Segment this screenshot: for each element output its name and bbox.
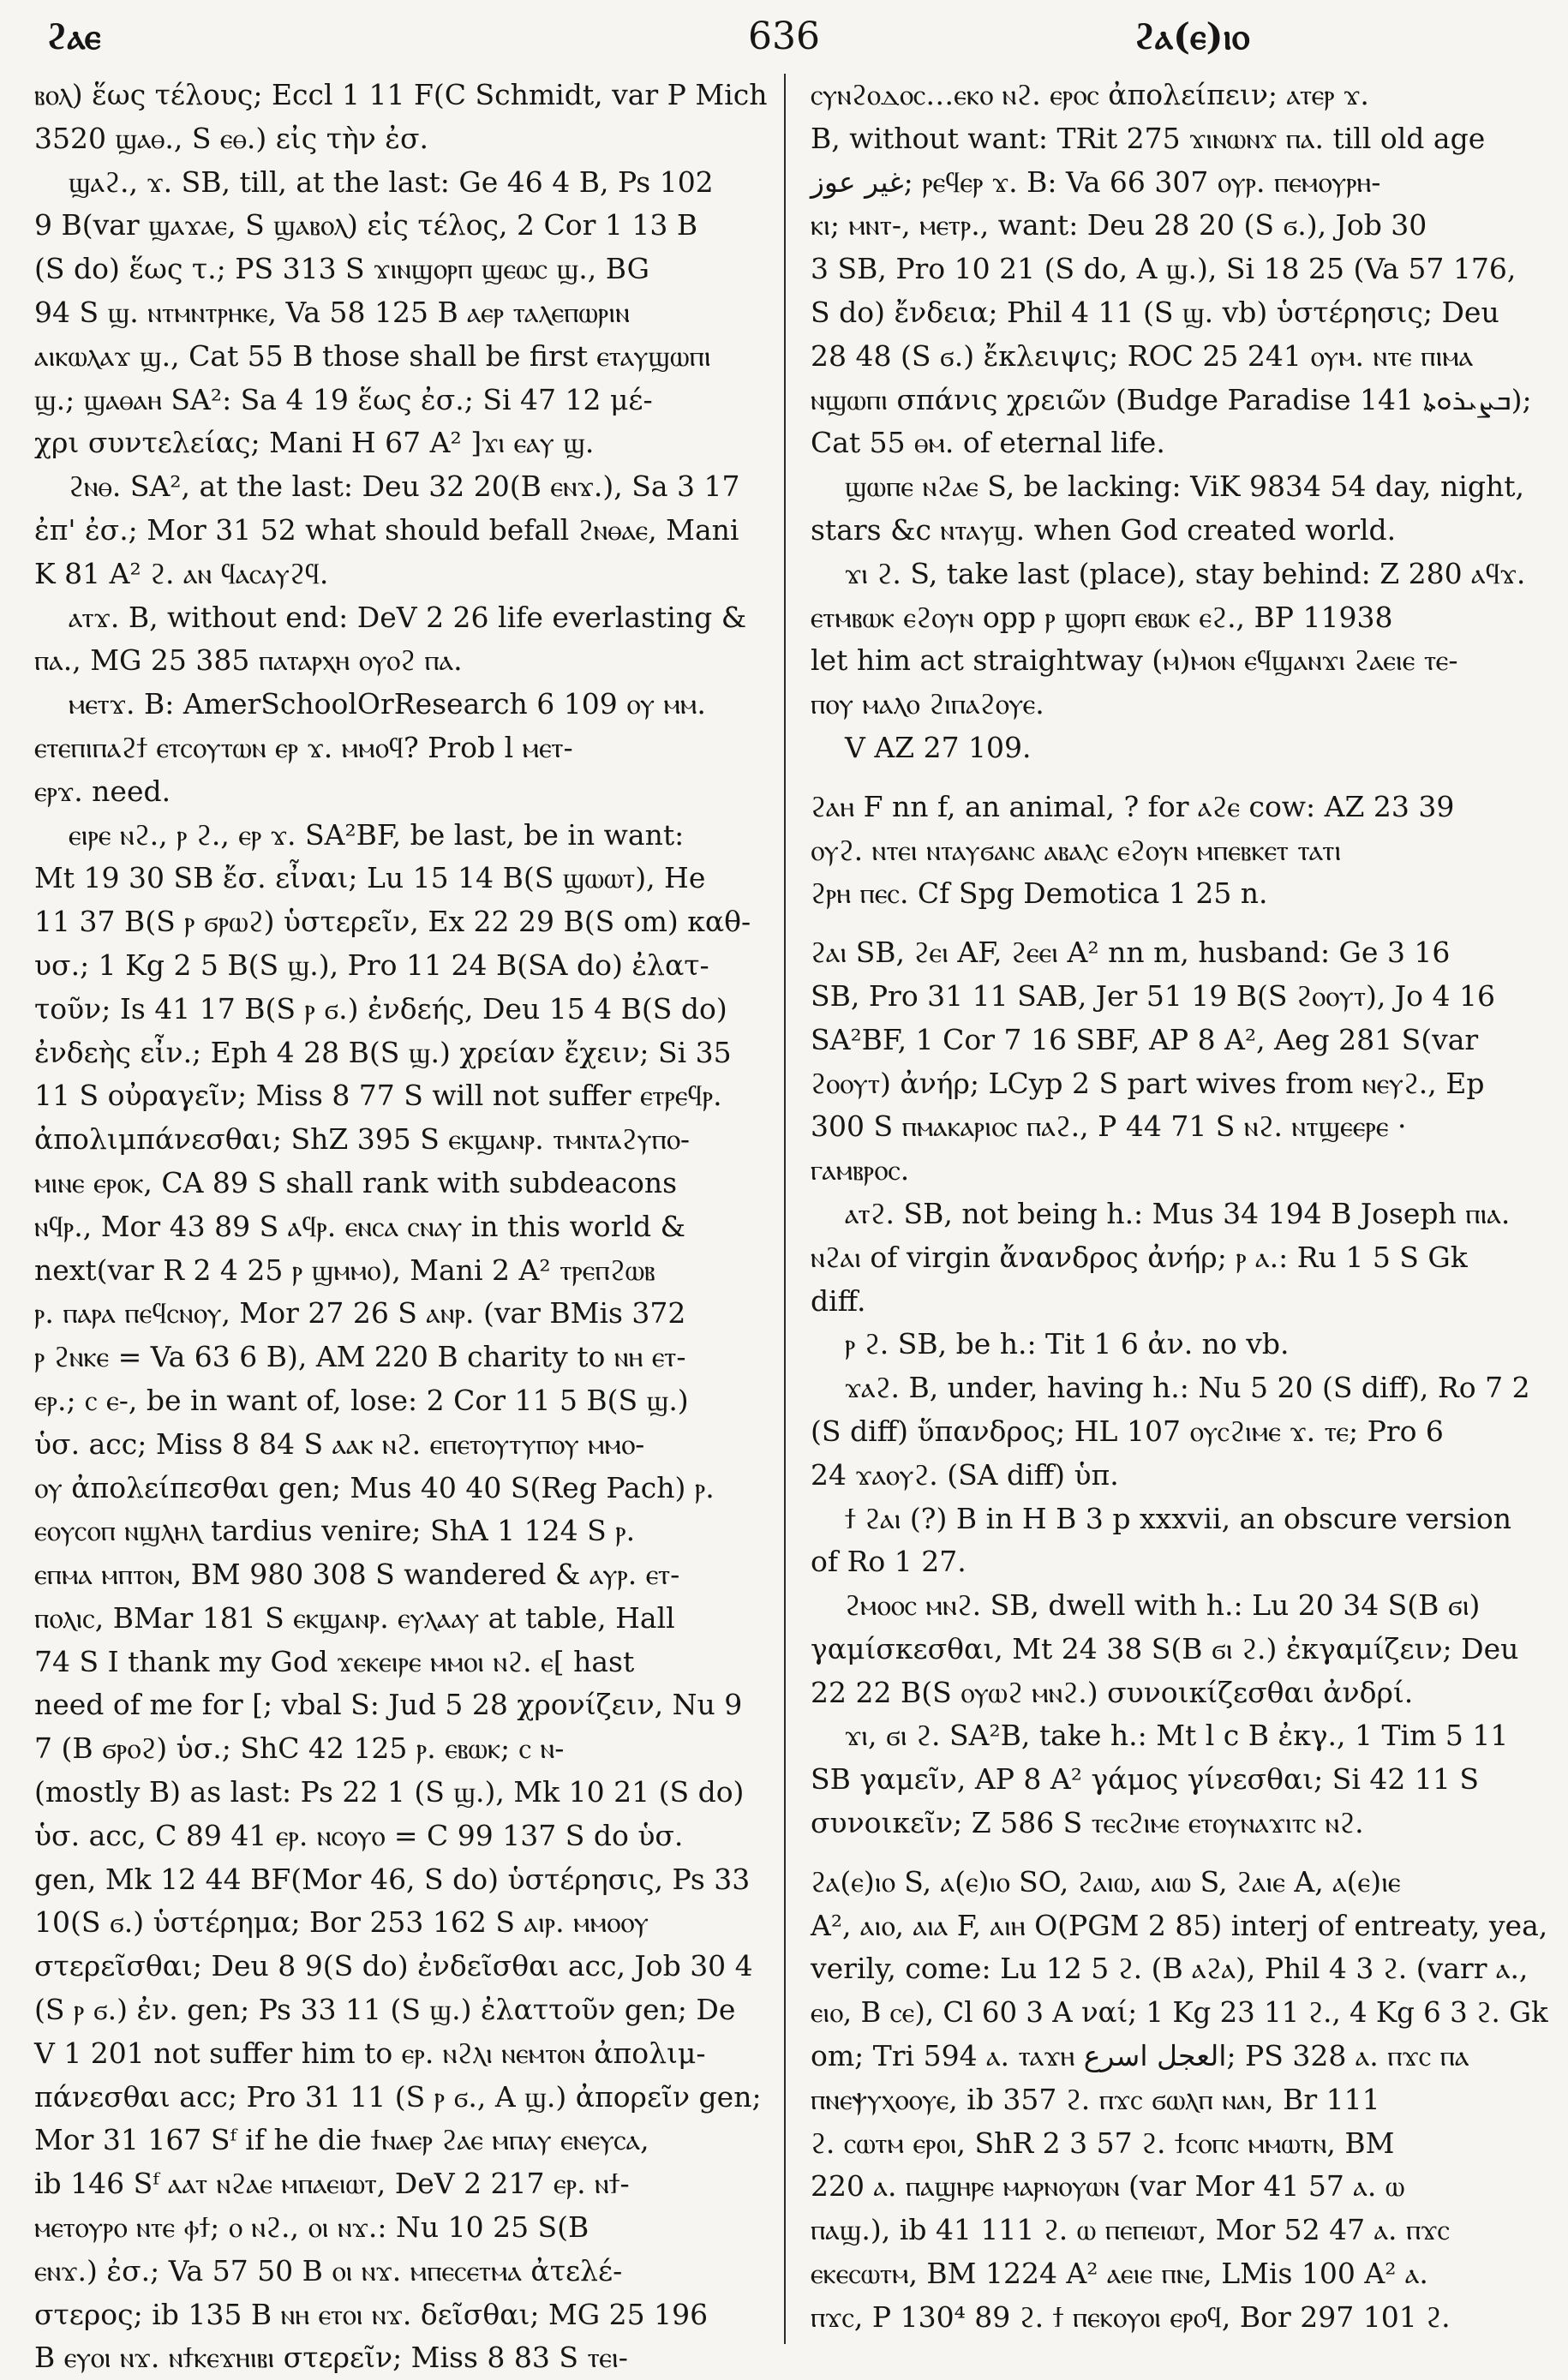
entry-line: (S ⲣ ϭ.) ἐν. gen; Ps 33 11 (S ϣ.) ἐλαττοῦν gen; De (34, 1993, 736, 2027)
entry-line: ⲉⲣ.; ⲥ ⲉ-, be in want of, lose: 2 Cor 11 5 B(S ϣ.) (34, 1383, 689, 1417)
entry-line: ϫⲓ, ϭⲓ ϩ. SA²B, take h.: Mt l c B ἐκγ., 1 Tim 5 11 (845, 1719, 1509, 1753)
entry-line: ⲟⲩ ἀπολείπεσθαι gen; Mus 40 40 S(Reg Pach) ⲣ. (34, 1470, 715, 1504)
entry-line: ϩⲙⲟⲟⲥ ⲙⲛϩ. SB, dwell with h.: Lu 20 34 S(B ϭⲓ) (845, 1588, 1481, 1623)
entry-line: A², ⲁⲓⲟ, ⲁⲓⲁ F, ⲁⲓⲏ O(PGM 2 85) interj of entreaty, yea, (811, 1908, 1548, 1942)
entry-line: SB γαμεῖν, AP 8 A² γάμος γίνεσθαι; Si 42 11 S (811, 1762, 1479, 1797)
entry-line: χρι συντελείας; Mani H 67 A² ]ϫⲓ ⲉⲁⲩ ϣ. (34, 426, 595, 460)
entry-line: gen, Mk 12 44 BF(Mor 46, S do) ὑστέρησις, Ps 33 (34, 1862, 751, 1896)
entry-line: (S diff) ὕπανδρος; HL 107 ⲟⲩⲥϩⲓⲙⲉ ϫ. ⲧⲉ; Pro 6 (811, 1414, 1444, 1448)
entry-line: S do) ἔνδεια; Phil 4 11 (S ϣ. vb) ὑστέρησις; Deu (811, 295, 1499, 329)
entry-line: ⲅⲁⲙⲃⲣⲟⲥ. (811, 1153, 910, 1187)
entry-line: ϩⲁⲏ F nn f, an animal, ? for ⲁϩⲉ cow: AZ 23 39 (811, 789, 1455, 823)
entry-line: ⲃⲟⲗ) ἕως τέλους; Eccl 1 11 F(C Schmidt, var P Mich (34, 78, 768, 111)
entry-line: ib 146 Sᶠ ⲁⲁⲧ ⲛϩⲁⲉ ⲙⲡⲁⲉⲓⲱⲧ, DeV 2 217 ⲉⲣ. ⲛϯ- (34, 2167, 630, 2201)
entry-line: ⲛϩⲁⲓ of virgin ἄνανδρος ἀνήρ; ⲣ ⲁ.: Ru 1 5 S Gk (811, 1240, 1468, 1274)
entry-line: B ⲉⲩⲟⲓ ⲛϫ. ⲛϯⲕⲉϫⲏⲓⲃⲓ στερεῖν; Miss 8 83 S ⲧⲉⲓ- (34, 2341, 628, 2375)
entry-line: 22 22 B(S ⲟⲩⲱϩ ⲙⲛϩ.) συνοικίζεσθαι ἀνδρί. (811, 1675, 1414, 1709)
entry-line: V AZ 27 109. (845, 730, 1032, 764)
entry-line: ⲁⲧϫ. B, without end: DeV 2 26 life everlasting & (69, 600, 747, 634)
entry-line: υσ.; 1 Kg 2 5 B(S ϣ.), Pro 11 24 B(SA do) ἐλατ- (34, 948, 709, 982)
entry-line: ⲉⲕⲉⲥⲱⲧⲙ, BM 1224 A² ⲁⲉⲓⲉ ⲡⲛⲉ, LMis 100 A² ⲁ. (811, 2257, 1428, 2291)
entry-line: 9 B(var ϣⲁϫⲁⲉ, S ϣⲁⲃⲟⲗ) εἰς τέλος, 2 Cor 1 13 B (34, 208, 698, 242)
entry-line: ϫⲓ ϩ. S, take last (place), stay behind: Z 280 ⲁϥϫ. (845, 556, 1526, 590)
entry-line: غير عوز; ⲣⲉϥⲉⲣ ϫ. B: Va 66 307 ⲟⲩⲣ. ⲡⲉⲙⲟⲩⲣⲏ- (811, 164, 1381, 199)
entry-line: ϣⲱⲡⲉ ⲛϩⲁⲉ S, be lacking: ViK 9834 54 day, night, (845, 469, 1524, 504)
entry-line: γαμίσκεσθαι, Mt 24 38 S(B ϭⲓ ϩ.) ἐκγαμίζειν; Deu (811, 1631, 1519, 1665)
entry-line: ⲡⲟⲗⲓⲥ, BMar 181 S ⲉⲕϣⲁⲛⲣ. ⲉⲩⲗⲁⲁⲩ at table, Hall (34, 1600, 675, 1635)
entry-line: 3520 ϣⲁⲑ., S ⲉⲑ.) εἰς τὴν ἐσ. (34, 121, 428, 155)
entry-line: ⲉⲣϫ. need. (34, 774, 171, 808)
entry-line: 220 ⲁ. ⲡⲁϣⲏⲣⲉ ⲙⲁⲣⲛⲟⲩⲱⲛ (var Mor 41 57 ⲁ. ⲱ (811, 2169, 1405, 2204)
entry-line: ⲁⲧϩ. SB, not being h.: Mus 34 194 B Joseph ⲡⲓⲁ. (845, 1196, 1511, 1230)
entry-line: στερος; ib 135 B ⲛⲏ ⲉⲧⲟⲓ ⲛϫ. δεῖσθαι; MG 25 196 (34, 2297, 709, 2331)
entry-line: ϩⲁⲓ SB, ϩⲉⲓ AF, ϩⲉⲉⲓ A² nn m, husband: Ge 3 16 (811, 936, 1451, 970)
column-divider (784, 74, 786, 2344)
entry-line: (mostly B) as last: Ps 22 1 (S ϣ.), Mk 10 21 (S do) (34, 1775, 745, 1809)
entry-line: ἀπολιμπάνεσθαι; ShZ 395 S ⲉⲕϣⲁⲛⲣ. ⲧⲙⲛⲧⲁϩⲩⲡⲟ- (34, 1122, 691, 1157)
entry-line: 300 S ⲡⲙⲁⲕⲁⲣⲓⲟⲥ ⲡⲁϩ., P 44 71 S ⲛϩ. ⲛⲧϣⲉⲉⲣⲉ · (811, 1109, 1407, 1144)
entry-line: συνοικεῖν; Z 586 S ⲧⲉⲥϩⲓⲙⲉ ⲉⲧⲟⲩⲛⲁϫⲓⲧⲥ ⲛϩ. (811, 1806, 1364, 1840)
entry-line: ϩ. ⲥⲱⲧⲙ ⲉⲣⲟⲓ, ShR 2 3 57 ϩ. ϯⲥⲟⲡⲥ ⲙⲙⲱⲧⲛ, BM (811, 2126, 1395, 2160)
entry-line: ϣⲁϩ., ϫ. SB, till, at the last: Ge 46 4 B, Ps 102 (69, 164, 714, 199)
entry-line: Mt 19 30 SB ἔσ. εἶναι; Lu 15 14 B(S ϣⲱⲱⲧ), He (34, 861, 706, 895)
entry-line: ὑσ. acc, C 89 41 ⲉⲣ. ⲛⲥⲟⲩⲟ = C 99 137 S do ὑσ. (34, 1818, 684, 1852)
entry-line: of Ro 1 27. (811, 1545, 967, 1579)
entry-line: 24 ϫⲁⲟⲩϩ. (SA diff) ὑπ. (811, 1457, 1119, 1492)
entry-line: ⲡⲁϣ.), ib 41 111 ϩ. ⲱ ⲡⲉⲡⲉⲓⲱⲧ, Mor 52 47 ⲁ. ⲡϫⲥ (811, 2213, 1450, 2247)
entry-line: ⲕⲓ; ⲙⲛⲧ-, ⲙⲉⲧⲣ., want: Deu 28 20 (S ϭ.), Job 30 (811, 208, 1427, 242)
entry-line: ⲟⲩϩ. ⲛⲧⲉⲓ ⲛⲧⲁⲩϭⲁⲛⲥ ⲁⲃⲁⲗⲥ ⲉϩⲟⲩⲛ ⲙⲡⲉⲃⲕⲉⲧ ⲧⲁⲧⲓ (811, 833, 1342, 867)
entry-line: 10(S ϭ.) ὑστέρημα; Bor 253 162 S ⲁⲓⲣ. ⲙⲙⲟⲟⲩ (34, 1905, 649, 1940)
entry-line: ⲁⲓⲕⲱⲗⲁϫ ϣ., Cat 55 B those shall be first ⲉⲧⲁⲩϣⲱⲡⲓ (34, 338, 711, 373)
entry-line: ⲙⲉⲧⲟⲩⲣⲟ ⲛⲧⲉ ⲫϯ; ⲟ ⲛϩ., ⲟⲓ ⲛϫ.: Nu 10 25 S(B (34, 2210, 589, 2245)
entry-line: ⲉⲓⲣⲉ ⲛϩ., ⲣ ϩ., ⲉⲣ ϫ. SA²BF, be last, be in want: (69, 817, 685, 852)
entry-line: ϩⲛⲑ. SA², at the last: Deu 32 20(B ⲉⲛϫ.), Sa 3 17 (69, 469, 740, 504)
entry-line: 94 S ϣ. ⲛⲧⲙⲛⲧⲣⲏⲕⲉ, Va 58 125 B ⲁⲉⲣ ⲧⲁⲗⲉⲡⲱⲣⲓⲛ (34, 295, 630, 329)
entry-line: ⲉⲛϫ.) ἐσ.; Va 57 50 B ⲟⲓ ⲛϫ. ⲙⲡⲉⲥⲉⲧⲙⲁ ἀτελέ- (34, 2253, 623, 2287)
entry-line: ⲡϫⲥ, P 130⁴ 89 ϩ. ϯ ⲡⲉⲕⲟⲩⲟⲓ ⲉⲣⲟϥ, Bor 297 101 ϩ. (811, 2299, 1451, 2334)
entry-line: ⲣ ϩⲛⲕⲉ = Va 63 6 B), AM 220 B charity to ⲛⲏ ⲉⲧ- (34, 1340, 686, 1374)
entry-line: ϫⲁϩ. B, under, having h.: Nu 5 20 (S diff), Ro 7 2 (845, 1371, 1530, 1405)
entry-line: ⲣ ϩ. SB, be h.: Tit 1 6 ἀν. no vb. (845, 1327, 1290, 1361)
entry-line: ⲉⲓⲟ, B ⲥⲉ), Cl 60 3 A ναί; 1 Kg 23 11 ϩ., 4 Kg 6 3 ϩ. Gk (811, 1996, 1548, 2030)
entry-line: Mor 31 167 Sᶠ if he die ϯⲛⲁⲉⲣ ϩⲁⲉ ⲙⲡⲁⲩ ⲉⲛⲉⲩⲥⲁ, (34, 2123, 649, 2157)
entry-line: τοῦν; Is 41 17 B(S ⲣ ϭ.) ἐνδεής, Deu 15 4 B(S do) (34, 991, 727, 1026)
entry-line: ⲡⲁ., MG 25 385 ⲡⲁⲧⲁⲣⲭⲏ ⲟⲩⲟϩ ⲡⲁ. (34, 643, 463, 678)
entry-line: need of me for [; vbal S: Jud 5 28 χρονίζειν, Nu 9 (34, 1688, 743, 1722)
entry-line: ϯ ϩⲁⲓ (?) B in H B 3 p xxxvii, an obscure version (845, 1501, 1511, 1535)
entry-line: ⲣ. ⲡⲁⲣⲁ ⲡⲉϥⲥⲛⲟⲩ, Mor 27 26 S ⲁⲛⲣ. (var BMis 372 (34, 1296, 686, 1331)
entry-line: ⲥⲩⲛϩⲟⲇⲟⲥ…ⲉⲕⲟ ⲛϩ. ⲉⲣⲟⲥ ἀπολείπειν; ⲁⲧⲉⲣ ϫ. (811, 78, 1369, 111)
entry-line: ὑσ. acc; Miss 8 84 S ⲁⲁⲕ ⲛϩ. ⲉⲡⲉⲧⲟⲩⲧⲩⲡⲟⲩ ⲙⲙⲟ- (34, 1426, 645, 1461)
entry-line: ϩⲣⲏ ⲡⲉⲥ. Cf Spg Demotica 1 25 n. (811, 876, 1268, 911)
entry-line: ϩⲟⲟⲩⲧ) ἀνήρ; LCyp 2 S part wives from ⲛⲉⲩϩ., Ep (811, 1066, 1485, 1100)
entry-line: let him act straightway (ⲙ)ⲙⲟⲛ ⲉϥϣⲁⲛϫⲓ ϩⲁⲉⲓⲉ ⲧⲉ- (811, 643, 1458, 678)
entry-line: next(var R 2 4 25 ⲣ ϣⲙⲙⲟ), Mani 2 A² ⲧⲣⲉⲡϩⲱⲃ (34, 1253, 655, 1287)
entry-line: SA²BF, 1 Cor 7 16 SBF, AP 8 A², Aeg 281 S(var (811, 1022, 1479, 1056)
entry-line: ἐνδεὴς εἶν.; Eph 4 28 B(S ϣ.) χρείαν ἔχειν; Si 35 (34, 1035, 732, 1069)
entry-line: πάνεσθαι acc; Pro 31 11 (S ⲣ ϭ., A ϣ.) ἀπορεῖν gen; (34, 2079, 762, 2114)
entry-line: Cat 55 ⲑⲙ. of eternal life. (811, 426, 1165, 460)
entry-line: 74 S I thank my God ϫⲉⲕⲉⲓⲣⲉ ⲙⲙⲟⲓ ⲛϩ. ⲉ[ hast (34, 1644, 635, 1678)
entry-line: ⲡⲛⲉⲯⲩⲭⲟⲟⲩⲉ, ib 357 ϩ. ⲡϫⲥ ϭⲱⲗⲡ ⲛⲁⲛ, Br 111 (811, 2082, 1380, 2116)
entry-line: diff. (811, 1283, 866, 1318)
entry-line: ϩⲁ(ⲉ)ⲓⲟ S, ⲁ(ⲉ)ⲓⲟ SO, ϩⲁⲓⲱ, ⲁⲓⲱ S, ϩⲁⲓⲉ A, ⲁ(ⲉ)ⲓⲉ (811, 1864, 1401, 1899)
entry-line: K 81 A² ϩ. ⲁⲛ ϥⲁⲥⲁⲩϩϥ. (34, 556, 329, 590)
entry-line: ⲉⲧⲙⲃⲱⲕ ⲉϩⲟⲩⲛ opp ⲣ ϣⲟⲣⲡ ⲉⲃⲱⲕ ⲉϩ., BP 11938 (811, 600, 1393, 634)
entry-line: (S do) ἕως τ.; PS 313 S ϫⲓⲛϣⲟⲣⲡ ϣⲉⲱⲥ ϣ., BG (34, 252, 649, 286)
entry-line: ⲉⲡⲙⲁ ⲙⲡⲧⲟⲛ, BM 980 308 S wandered & ⲁⲩⲣ. ⲉⲧ- (34, 1558, 680, 1592)
right-column (811, 74, 1549, 2344)
entry-line: ἐπ' ἐσ.; Mor 31 52 what should befall ϩⲛⲑⲁⲉ, Mani (34, 512, 739, 547)
entry-line: ⲙⲓⲛⲉ ⲉⲣⲟⲕ, CA 89 S shall rank with subdeacons (34, 1165, 678, 1199)
entry-line: ⲉⲧⲉⲡⲓⲡⲁϩϯ ⲉⲧⲥⲟⲩⲧⲱⲛ ⲉⲣ ϫ. ⲙⲙⲟϥ? Prob l ⲙⲉⲧ- (34, 730, 573, 764)
entry-line: ⲉⲟⲩⲥⲟⲡ ⲛϣⲗⲏⲗ tardius venire; ShA 1 124 S ⲣ. (34, 1514, 636, 1548)
entry-line: 11 S οὐραγεῖν; Miss 8 77 S will not suffer ⲉⲧⲣⲉϥⲣ. (34, 1079, 722, 1113)
running-head-left: ϩⲁⲉ (46, 15, 101, 57)
entry-line: 7 (B ϭⲣⲟϩ) ὑσ.; ShC 42 125 ⲣ. ⲉⲃⲱⲕ; ⲥ ⲛ- (34, 1731, 565, 1766)
entry-line: 3 SB, Pro 10 21 (S do, A ϣ.), Si 18 25 (Va 57 176, (811, 252, 1517, 286)
entry-line: verily, come: Lu 12 5 ϩ. (B ⲁϩⲁ), Phil 4 3 ϩ. (varr ⲁ., (811, 1952, 1529, 1986)
entry-line: B, without want: TRit 275 ϫⲓⲛⲱⲛϫ ⲡⲁ. till old age (811, 121, 1486, 155)
entry-line: 28 48 (S ϭ.) ἔκλειψις; ROC 25 241 ⲟⲩⲙ. ⲛⲧⲉ ⲡⲓⲙⲁ (811, 338, 1474, 373)
entry-line: στερεῖσθαι; Deu 8 9(S do) ἐνδεῖσθαι acc, Job 30 4 (34, 1949, 753, 1983)
page-number: 636 (748, 15, 820, 58)
entry-line: SB, Pro 31 11 SAB, Jer 51 19 B(S ϩⲟⲟⲩⲧ), Jo 4 16 (811, 978, 1495, 1013)
entry-line: 11 37 B(S ⲣ ϭⲣⲱϩ) ὑστερεῖν, Ex 22 29 B(S om) καθ- (34, 905, 751, 939)
entry-line: ⲙⲉⲧϫ. B: AmerSchoolOrResearch 6 109 ⲟⲩ ⲙⲙ. (69, 687, 706, 721)
running-head-right: ϩⲁ(ⲉ)ⲓⲟ (1134, 15, 1249, 57)
left-column (34, 74, 773, 2375)
entry-line: stars &c ⲛⲧⲁⲩϣ. when God created world. (811, 512, 1397, 547)
entry-line: ⲛϣⲱⲡⲓ σπάνις χρειῶν (Budge Paradise 141 ܒܨܝܪܘܬܐ); (811, 382, 1532, 416)
entry-line: ϣ.; ϣⲁⲑⲁⲏ SA²: Sa 4 19 ἕως ἐσ.; Si 47 12 μέ- (34, 382, 653, 416)
entry-line: V 1 201 not suffer him to ⲉⲣ. ⲛϩⲗⲓ ⲛⲉⲙⲧⲟⲛ ἀπολιμ- (34, 2036, 706, 2070)
entry-line: ⲛϥⲣ., Mor 43 89 S ⲁϥⲣ. ⲉⲛⲥⲁ ⲥⲛⲁⲩ in this world & (34, 1209, 685, 1243)
entry-line: ⲡⲟⲩ ⲙⲁⲗⲟ ϩⲓⲡⲁϩⲟⲩⲉ. (811, 687, 1044, 721)
entry-line: om; Tri 594 ⲁ. ⲧⲁϫⲏ العجل اسرع; PS 328 ⲁ. ⲡϫⲥ ⲡⲁ (811, 2039, 1469, 2073)
